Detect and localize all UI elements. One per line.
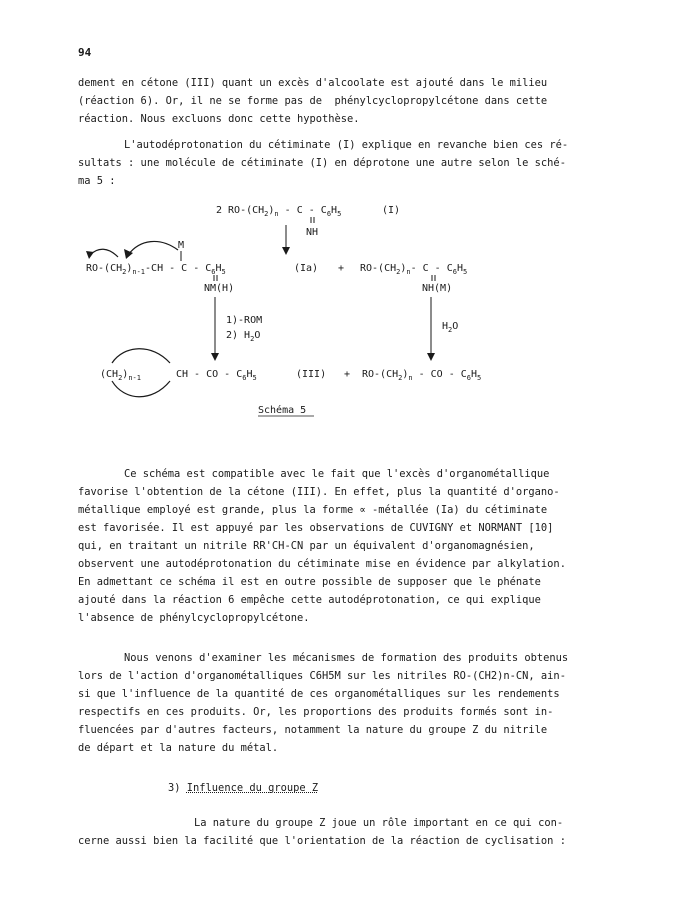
curved-arrow xyxy=(90,249,118,257)
plus-sign: + xyxy=(344,369,351,380)
text-line: La nature du groupe Z joue un rôle important en ce qui con- xyxy=(194,817,564,829)
text-line: (réaction 6). Or, il ne se forme pas de phénylcyclopropylcétone dans cette xyxy=(78,95,548,107)
ring-methylene-group: $(CH_2)_{n-1}$ xyxy=(100,369,141,382)
arrow-head xyxy=(86,251,94,259)
arrow-head xyxy=(282,247,290,255)
curved-arrow xyxy=(128,241,178,255)
plus-sign: + xyxy=(338,263,345,274)
text-line: l'absence de phénylcyclopropylcétone. xyxy=(78,612,310,624)
intro-paragraph xyxy=(78,74,598,128)
text-line: observent une autodéprotonation du cétiminate mise en évidence par alkylation. xyxy=(78,558,566,570)
text-line: ajouté dans la réaction 6 empêche cette autodéprotonation, ce qui explique xyxy=(78,594,541,606)
reaction-scheme xyxy=(0,195,680,430)
text-line: respectifs en ces produits. Or, les proportions des produits formés sont in- xyxy=(78,706,554,718)
text-line: Ce schéma est compatible avec le fait que l'excès d'organométallique xyxy=(124,468,550,480)
text-line: ma 5 : xyxy=(78,175,116,187)
text-line: Nous venons d'examiner les mécanismes de formation des produits obtenus xyxy=(124,652,569,664)
compound-label-ia: (Ia) xyxy=(294,263,319,274)
text-line: fluencées par d'autres facteurs, notamment la nature du groupe Z du nitrile xyxy=(78,724,548,736)
paragraph-autodeprotonation xyxy=(78,136,598,190)
text-line: favorise l'obtention de la cétone (III). En effet, plus la quantité d'organo- xyxy=(78,486,560,498)
compound-label-i: (I) xyxy=(382,205,401,216)
text-line: L'autodéprotonation du cétiminate (I) explique en revanche bien ces ré- xyxy=(124,139,569,151)
reagent-water: $H_2O$ xyxy=(442,321,459,334)
text-line: est favorisée. Il est appuyé par les observations de CUVIGNY et NORMANT [10] xyxy=(78,522,554,534)
reagent-step-2: 2) $H_2O$ xyxy=(226,330,261,343)
ring-bond-bottom xyxy=(112,381,170,397)
paragraph-scheme-discussion xyxy=(78,465,598,627)
nh-m-group: NH(M) xyxy=(422,283,453,294)
intermediate-ia-formula: $RO-(CH_2)_{n-1}-CH$ - C - $C_6H_5$ xyxy=(86,263,226,276)
nm-h-group: NM(H) xyxy=(204,283,235,294)
section-heading xyxy=(168,782,318,794)
metal-label: M xyxy=(178,240,185,251)
reagent-step-1: 1)-ROM xyxy=(226,315,263,326)
intermediate-formula-right: $RO-(CH_2)_n-$ C - $C_6H_5$ xyxy=(360,263,468,276)
product-formula-right: $RO-(CH_2)_n$ - CO - $C_6H_5$ xyxy=(362,369,482,382)
text-line: En admettant ce schéma il est en outre possible de supposer que le phénate xyxy=(78,576,541,588)
nh-group: NH xyxy=(306,227,319,238)
text-line: cerne aussi bien la facilité que l'orientation de la réaction de cyclisation : xyxy=(78,835,566,847)
paragraph-mechanisms-summary xyxy=(78,649,598,757)
text-line: de départ et la nature du métal. xyxy=(78,742,279,754)
paragraph-group-z xyxy=(78,814,598,850)
ring-bond-top xyxy=(112,349,170,363)
scheme-caption: Schéma 5 xyxy=(258,405,307,416)
text-line: sultats : une molécule de cétiminate (I) en déprotone une autre selon le sché- xyxy=(78,157,566,169)
text-line: dement en cétone (III) quant un excès d'alcoolate est ajouté dans le milieu xyxy=(78,77,548,89)
arrow-head xyxy=(427,353,435,361)
text-line: réaction. Nous excluons donc cette hypothèse. xyxy=(78,113,360,125)
text-line: qui, en traitant un nitrile RR'CH-CN par un équivalent d'organomagnésien, xyxy=(78,540,535,552)
page-number: 94 xyxy=(78,46,92,59)
arrow-head xyxy=(211,353,219,361)
ketone-formula: CH - CO - $C_6H_5$ xyxy=(176,369,257,382)
compound-label-iii: (III) xyxy=(296,369,327,380)
section-title: Influence du groupe Z xyxy=(186,782,319,794)
text-line: si que l'influence de la quantité de ces organométalliques sur les rendements xyxy=(78,688,560,700)
text-line: lors de l'action d'organométalliques C6H5M sur les nitriles RO-(CH2)n-CN, ain- xyxy=(78,670,566,682)
reactant-formula: 2 $RO-(CH_2)_n$ - C - $C_6H_5$ xyxy=(216,205,342,218)
section-number: 3) xyxy=(168,782,181,794)
text-line: métallique employé est grande, plus la forme ∝ -métallée (Ia) du cétiminate xyxy=(78,504,548,516)
